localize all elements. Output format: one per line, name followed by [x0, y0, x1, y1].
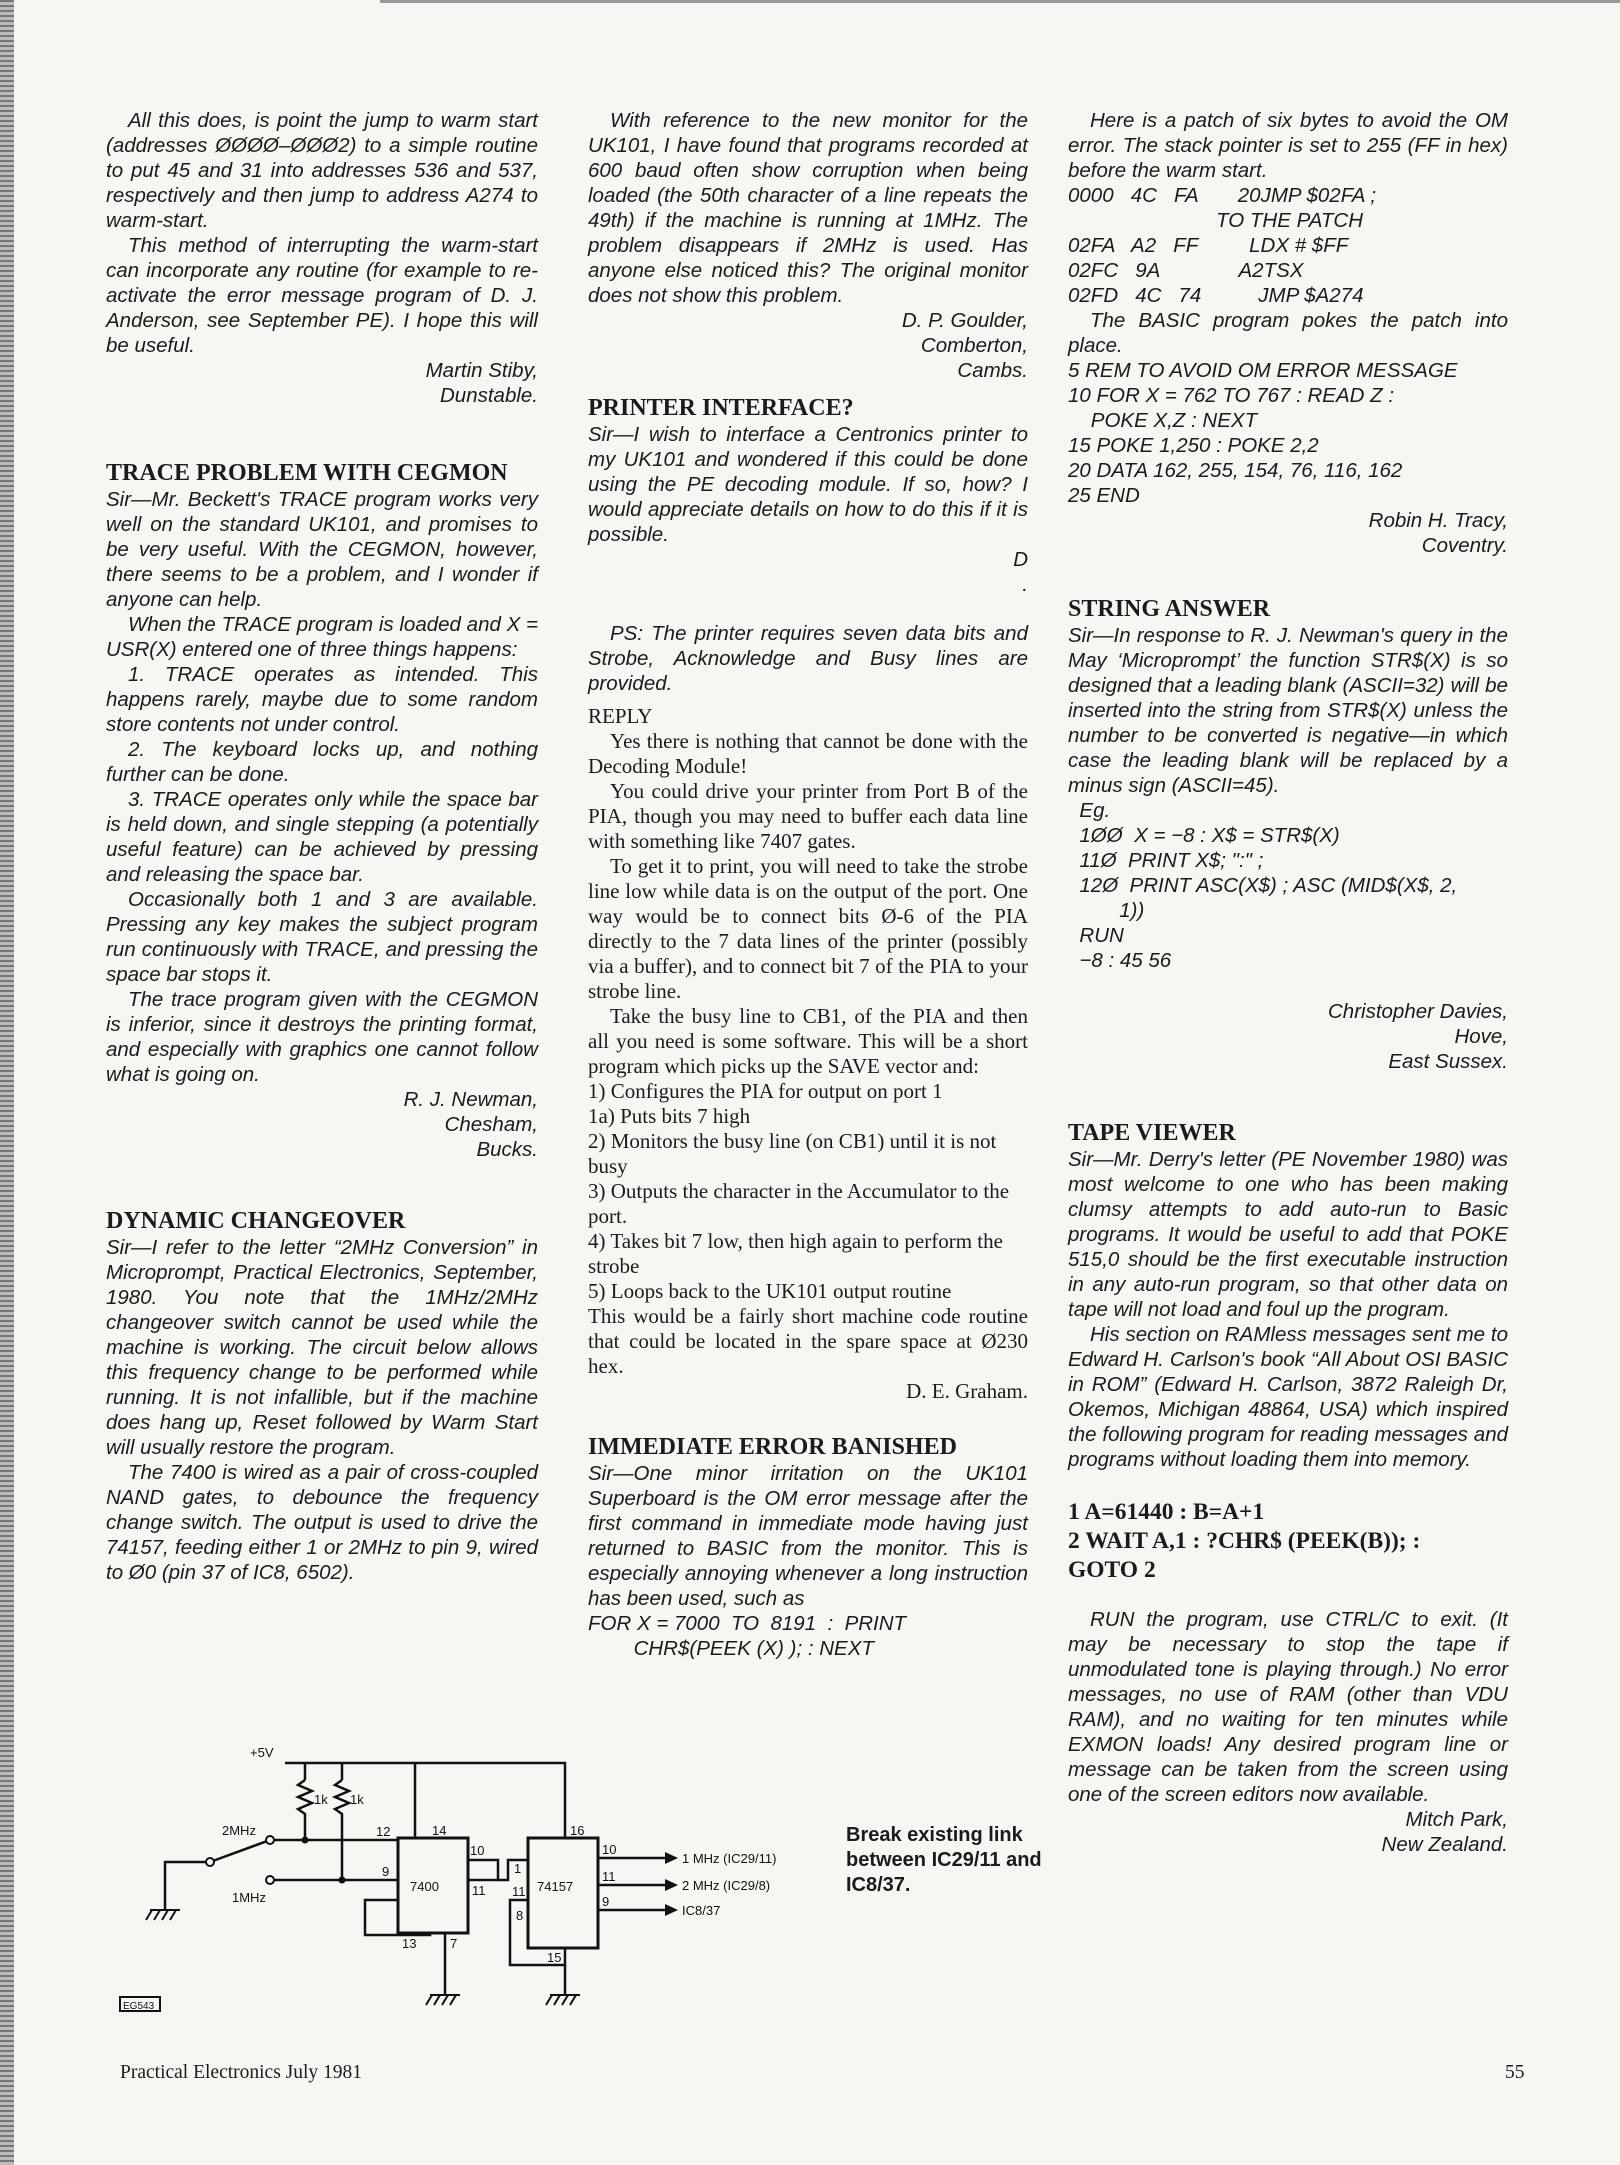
letter-paragraph: Sir—I refer to the letter “2MHz Conversion” in Microprompt, Practical Electronics, September, 1980. You note that the 1MHz/2MHz changeover switch cannot be used while the machine is working. The circuit below allows this frequency change to be performed while running. It is not infallible, but if the machine does hang up, Reset followed by Warm Start will usually restore the program. [106, 1236, 538, 1459]
step-item: 2) Monitors the busy line (on CB1) until it is not busy [588, 1129, 997, 1178]
reply-label: REPLY [588, 704, 653, 728]
page-binding-edge [0, 0, 14, 2165]
letter-paragraph: Occasionally both 1 and 3 are available. Pressing any key makes the subject program run continuously with TRACE, and pressing the space bar stops it. [106, 888, 538, 986]
intro-paragraph: Here is a patch of six bytes to avoid the OM error. The stack pointer is set to 255 (FF in hex) before the warm start. [1068, 109, 1508, 182]
output-label: 1 MHz (IC29/11) [682, 1851, 777, 1866]
step-item: 3) Outputs the character in the Accumulator to the port. [588, 1179, 1010, 1228]
reply-paragraph: This would be a fairly short machine code routine that could be located in the spare space at Ø230 hex. [588, 1304, 1028, 1378]
pin-label: 7 [450, 1936, 458, 1951]
pin-label: 10 [602, 1842, 617, 1857]
pin-label: 13 [402, 1936, 417, 1951]
signature-line: New Zealand. [1381, 1833, 1508, 1856]
column-1 [106, 108, 538, 1585]
reply-paragraph: Yes there is nothing that cannot be done with the Decoding Module! [588, 729, 1028, 778]
code-listing: 0000 4C FA 20JMP $02FA ; TO THE PATCH 02FA A2 FF LDX # $FF 02FC 9A A2TSX 02FD 4C 74 JMP $A274 [1068, 184, 1377, 307]
signature-line: East Sussex. [1388, 1050, 1508, 1073]
signature-line: Bucks. [476, 1138, 538, 1161]
letter-paragraph: The trace program given with the CEGMON is inferior, since it destroys the printing format, and especially with graphics one cannot follow what is going on. [106, 988, 538, 1086]
letter-paragraph: Sir—In response to R. J. Newman's query in the May ‘Microprompt’ the function STR$(X) is so designed that a leading blank (ASCII=32) will be inserted into the string from STR$(X) unless the number to be converted is negative—in which case the leading blank will be replaced by a minus sign (ASCII=45). [1068, 624, 1508, 797]
letter-paragraph: 3. TRACE operates only while the space bar is held down, and single stepping (a potentially useful feature) can be achieved by pressing and releasing the space bar. [106, 788, 538, 886]
signature-line: Chesham, [444, 1113, 538, 1136]
signature-line: D [1013, 548, 1028, 571]
column-2 [588, 108, 1028, 1661]
section-heading: DYNAMIC CHANGEOVER [106, 1208, 406, 1234]
letter-paragraph: Sir—Mr. Beckett's TRACE program works very well on the standard UK101, and promises to be very useful. With the CEGMON, however, there seems to be a problem, and I wonder if anyone can help. [106, 488, 538, 611]
letter-paragraph: When the TRACE program is loaded and X = USR(X) entered one of three things happens: [106, 613, 538, 661]
pin-label: 14 [432, 1823, 447, 1838]
step-item: 1a) Puts bits 7 high [588, 1104, 751, 1128]
section-heading: STRING ANSWER [1068, 596, 1271, 622]
reply-paragraph: Take the busy line to CB1, of the PIA and then all you need is some software. This will be a short program which picks up the SAVE vector and: [588, 1004, 1028, 1078]
pin-label: 16 [570, 1823, 585, 1838]
section-heading: TAPE VIEWER [1068, 1120, 1236, 1146]
section-heading: PRINTER INTERFACE? [588, 395, 854, 421]
figure-reference: EG543 [123, 2001, 155, 2012]
signature-line: Cambs. [957, 359, 1028, 382]
signature-line: D. P. Goulder, [901, 309, 1028, 332]
code-listing: Eg. 1ØØ X = −8 : X$ = STR$(X) 11Ø PRINT X$; ":" ; 12Ø PRINT ASC(X$) ; ASC (MID$(X$, 2, 1)) RUN −8 : 45 56 [1079, 799, 1458, 972]
section-heading: IMMEDIATE ERROR BANISHED [588, 1434, 957, 1460]
step-item: 5) Loops back to the UK101 output routine [588, 1279, 952, 1303]
pin-label: 10 [470, 1843, 485, 1858]
program-line: 1 A=61440 : B=A+1 [1068, 1499, 1265, 1525]
letter-paragraph: The 7400 is wired as a pair of cross-coupled NAND gates, to debounce the frequency change switch. The output is used to drive the 74157, feeding either 1 or 2MHz to pin 9, wired to Ø0 (pin 37 of IC8, 6502). [106, 1461, 538, 1584]
resistor-label: 1k [314, 1792, 328, 1807]
code-listing: 5 REM TO AVOID OM ERROR MESSAGE 10 FOR X = 762 TO 767 : READ Z : POKE X,Z : NEXT 15 POKE 1,250 : POKE 2,2 20 DATA 162, 255, 154, 76, 116, 162 25 END [1068, 359, 1458, 507]
top-edge-rule [380, 0, 1620, 3]
pin-label: 11 [512, 1884, 526, 1899]
resistor-label: 1k [350, 1792, 364, 1807]
program-line: GOTO 2 [1068, 1557, 1156, 1583]
signature-line: Martin Stiby, [425, 359, 538, 382]
signature-line: Comberton, [920, 334, 1028, 357]
pin-label: 15 [547, 1950, 562, 1965]
footer-publication: Practical Electronics July 1981 [120, 2062, 363, 2083]
letter-paragraph: 1. TRACE operates as intended. This happens rarely, maybe due to some random store contents not under control. [106, 663, 538, 736]
page-number: 55 [1505, 2062, 1525, 2083]
signature-line: R. J. Newman, [403, 1088, 538, 1111]
code-listing: FOR X = 7000 TO 8191 : PRINT CHR$(PEEK (X) ); : NEXT [588, 1612, 907, 1660]
pin-label: 9 [602, 1894, 610, 1909]
reply-paragraph: You could drive your printer from Port B of the PIA, though you may need to buffer each data line with something like 7407 gates. [588, 779, 1028, 853]
letter-paragraph: RUN the program, use CTRL/C to exit. (It may be necessary to stop the tape if unmodulated tone is playing through.) No error messages, no use of RAM (other than VDU RAM), and no waiting for ten minutes while EXMON loads! Any desired program line or message can be taken from the screen using one of the screen editors now available. [1068, 1608, 1508, 1806]
signature-line: Mitch Park, [1405, 1808, 1508, 1831]
signature-line: D. E. Graham. [906, 1379, 1028, 1403]
letter-paragraph: His section on RAMless messages sent me to Edward H. Carlson's book “All About OSI BASIC in ROM” (Edward H. Carlson, 3872 Raleigh Dr, Okemos, Michigan 48864, USA) which inspired the following program for reading messages and programs without loading them into memory. [1068, 1323, 1508, 1471]
pin-label: 12 [376, 1824, 391, 1839]
circuit-note: Break existing link between IC29/11 and IC8/37. [846, 1824, 1042, 1896]
postscript: PS: The printer requires seven data bits and Strobe, Acknowledge and Busy lines are provided. [588, 622, 1028, 695]
output-label: 2 MHz (IC29/8) [682, 1878, 771, 1893]
signature-line: Hove, [1454, 1025, 1508, 1048]
switch-1mhz-label: 1MHz [232, 1890, 266, 1905]
output-label: IC8/37 [682, 1903, 721, 1918]
letter-paragraph: Sir—I wish to interface a Centronics printer to my UK101 and wondered if this could be done using the PE decoding module. If so, how? I would appreciate details on how to do this if it is possible. [588, 423, 1028, 546]
letter-paragraph: Sir—Mr. Derry's letter (PE November 1980) was most welcome to one who has been making clumsy attempts to add auto-run to Basic programs. It would be useful to add that POKE 515,0 should be the first executable instruction in any auto-run program, so that other data on tape will not load and foul up the program. [1068, 1148, 1508, 1321]
program-line: 2 WAIT A,1 : ?CHR$ (PEEK(B)); : [1068, 1528, 1421, 1554]
pin-label: 11 [472, 1883, 486, 1898]
letter-paragraph: The BASIC program pokes the patch into place. [1068, 309, 1508, 357]
pin-label: 11 [602, 1869, 616, 1884]
signature-line: Dunstable. [439, 384, 538, 407]
intro-paragraph: All this does, is point the jump to warm start (addresses ØØØØ–ØØØ2) to a simple routine to put 45 and 31 into addresses 536 and 537, respectively and then jump to address A274 to warm-start. [106, 109, 538, 232]
reply-paragraph: To get it to print, you will need to take the strobe line low while data is on the output of the port. One way would be to connect bits Ø-6 of the PIA directly to the 7 data lines of the printer (possibly via a buffer), and to connect bit 7 of the PIA to your strobe line. [588, 854, 1028, 1003]
signature-line: Coventry. [1421, 534, 1508, 557]
chip-74157-label: 74157 [537, 1879, 574, 1894]
column-3 [1068, 108, 1508, 1857]
intro-paragraph: This method of interrupting the warm-start can incorporate any routine (for example to re-activate the error message program of D. J. Anderson, see September PE). I hope this will be useful. [106, 234, 538, 357]
vcc-label: +5V [250, 1745, 274, 1760]
step-item: 1) Configures the PIA for output on port 1 [588, 1079, 943, 1103]
changeover-circuit-diagram [110, 1740, 777, 2020]
signature-line: Robin H. Tracy, [1368, 509, 1508, 532]
chip-7400-label: 7400 [410, 1879, 439, 1894]
intro-paragraph: With reference to the new monitor for the UK101, I have found that programs recorded at 600 baud often show corruption when being loaded (the 50th character of a line repeats the 49th) if the machine is running at 1MHz. The problem disappears if 2MHz is used. Has anyone else noticed this? The original monitor does not show this problem. [588, 109, 1028, 307]
signature-line: Christopher Davies, [1327, 1000, 1508, 1023]
switch-2mhz-label: 2MHz [222, 1823, 256, 1838]
step-item: 4) Takes bit 7 low, then high again to perform the strobe [588, 1229, 1003, 1278]
pin-label: 1 [514, 1861, 522, 1876]
pin-label: 9 [382, 1864, 390, 1879]
letter-paragraph: 2. The keyboard locks up, and nothing further can be done. [106, 738, 538, 786]
signature-line: . [1022, 573, 1028, 596]
letter-paragraph: Sir—One minor irritation on the UK101 Superboard is the OM error message after the first command in immediate mode having just returned to BASIC from the monitor. This is especially annoying whenever a long instruction has been used, such as [588, 1462, 1028, 1610]
pin-label: 8 [516, 1908, 524, 1923]
section-heading: TRACE PROBLEM WITH CEGMON [106, 460, 508, 486]
